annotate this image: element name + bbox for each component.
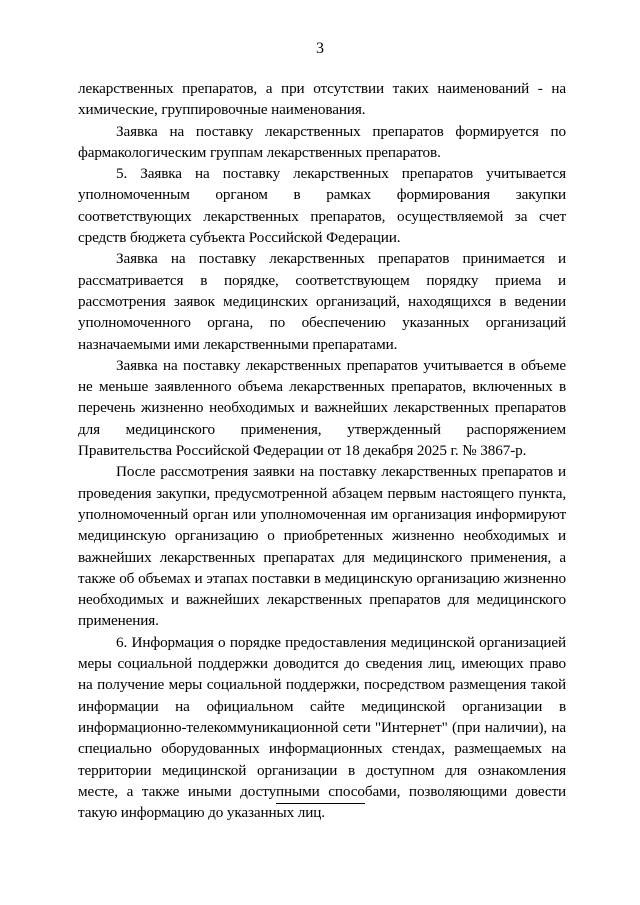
paragraph-volume-accounting: Заявка на поставку лекарственных препаратов учитывается в объеме не меньше заявленного объема лекарственных препаратов, включенных в перечень жизненно необходимых и важнейших лекарственных препаратов для медицинского применения, утвержденный распоряжением Правительства Российской Федерации от 18 декабря 2025 г. № 3867-р. — [78, 356, 566, 460]
paragraph-item-6: 6. Информация о порядке предоставления медицинской организацией меры социальной поддержки доводится до сведения лиц, имеющих право на получение меры социальной поддержки, посредством размещения такой информации на официальном сайте медицинской организации в информационно-телекоммуникационной сети "Интернет" (при наличии), на специально оборудованных информационных стендах, размещаемых на территории медицинской организации в доступном для ознакомления месте, а также иными доступными способами, позволяющими довести такую информацию до указанных лиц. — [78, 633, 566, 822]
paragraph-acceptance-procedure: Заявка на поставку лекарственных препаратов принимается и рассматривается в порядке, соответствующем порядку приема и рассмотрения заявок медицинских организаций, находящихся в ведении уполномоченного органа, по обеспечению указанных организаций назначаемыми ими лекарственными препаратами. — [78, 250, 566, 353]
paragraph-item-5: 5. Заявка на поставку лекарственных препаратов учитывается уполномоченным органом в рамках формирования закупки соответствующих лекарственных препаратов, осуществляемой за счет средств бюджета субъекта Российской Федерации. — [78, 165, 566, 247]
document-body — [78, 78, 566, 823]
page-number: 3 — [316, 40, 324, 57]
end-of-text-rule — [276, 803, 365, 804]
paragraph-after-review: После рассмотрения заявки на поставку лекарственных препаратов и проведения закупки, предусмотренной абзацем первым настоящего пункта, уполномоченный орган или уполномоченная им организация информируют медицинскую организацию о приобретенных жизненно необходимых и важнейших лекарственных препаратах для медицинского применения, а также об объемах и этапах поставки в медицинскую организацию жизненно необходимых и важнейших лекарственных препаратов для медицинского применения. — [78, 463, 566, 630]
paragraph-pharmacological-groups: Заявка на поставку лекарственных препаратов формируется по фармакологическим группам лекарственных препаратов. — [78, 122, 566, 161]
paragraph-continuation: лекарственных препаратов, а при отсутствии таких наименований - на химические, группировочные наименования. — [78, 80, 566, 119]
